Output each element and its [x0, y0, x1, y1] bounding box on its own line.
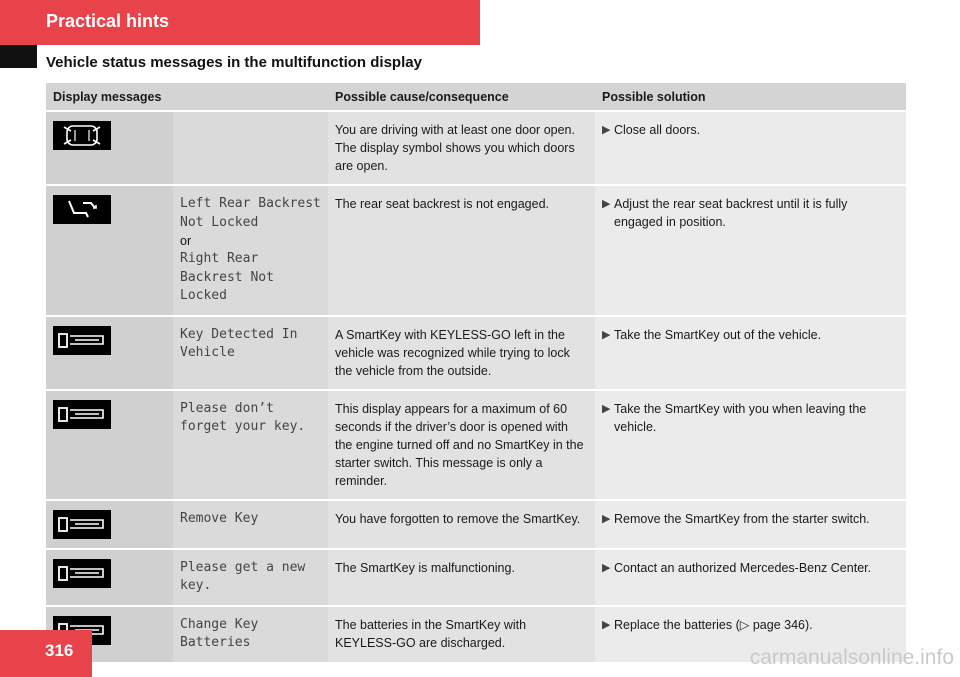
- solution-cell: [595, 549, 906, 606]
- cause-cell: The rear seat backrest is not engaged.: [328, 185, 595, 316]
- key-icon: [53, 326, 111, 355]
- message-cell: [173, 390, 328, 500]
- solution-item: ▶ Replace the batteries (▷ page 346).: [602, 617, 813, 632]
- solution-cell: [595, 500, 906, 549]
- page-subtitle: Vehicle status messages in the multifunction display: [46, 54, 422, 71]
- table-header-row: [46, 83, 906, 111]
- icon-cell: [46, 316, 173, 390]
- solution-item: ▶ Remove the SmartKey from the starter switch.: [602, 511, 870, 526]
- table-row: [46, 185, 906, 316]
- display-message: Please don’t forget your key.: [180, 400, 306, 434]
- display-message: Change Key Batteries: [180, 616, 259, 650]
- cause-cell: A SmartKey with KEYLESS-GO left in the vehicle was recognized while trying to lock the vehicle from the outside.: [328, 316, 595, 390]
- cause-cell: You are driving with at least one door open. The display symbol shows you which doors are open.: [328, 111, 595, 185]
- table-row: [46, 549, 906, 606]
- cause-cell: The batteries in the SmartKey with KEYLESS-GO are discharged.: [328, 606, 595, 662]
- solution-item: ▶ Take the SmartKey with you when leaving the vehicle.: [602, 401, 867, 434]
- page-number: 316: [45, 641, 74, 660]
- solution-cell: [595, 111, 906, 185]
- message-cell: [173, 185, 328, 316]
- solution-cell: [595, 316, 906, 390]
- cause-cell: This display appears for a maximum of 60 seconds if the driver’s door is opened with the engine turned off and no SmartKey in the starter switch. This message is only a reminder.: [328, 390, 595, 500]
- key-icon: [53, 400, 111, 429]
- icon-cell: [46, 111, 173, 185]
- header-possible-cause: Possible cause/consequence: [328, 83, 595, 111]
- solution-item: ▶ Take the SmartKey out of the vehicle.: [602, 327, 822, 342]
- section-title: Practical hints: [46, 11, 170, 31]
- door-open-icon: [53, 121, 111, 150]
- display-message: Key Detected In Vehicle: [180, 326, 298, 360]
- section-tab-marker: [0, 45, 37, 68]
- key-icon: [53, 559, 111, 588]
- message-cell: [173, 111, 328, 185]
- solution-cell: [595, 390, 906, 500]
- table-row: [46, 111, 906, 185]
- arrow-bullet-icon: ▶: [602, 124, 611, 136]
- cause-cell: The SmartKey is malfunctioning.: [328, 549, 595, 606]
- arrow-bullet-icon: ▶: [602, 512, 611, 525]
- or-label: or: [180, 234, 192, 248]
- display-message: Left Rear Backrest Not Locked: [180, 196, 321, 230]
- icon-cell: [46, 390, 173, 500]
- display-message: Right Rear Backrest Not Locked: [180, 251, 274, 303]
- arrow-bullet-icon: ▶: [602, 328, 611, 341]
- message-cell: [173, 500, 328, 549]
- header-display-messages: Display messages: [46, 83, 328, 111]
- solution-item: ▶ Adjust the rear seat backrest until it is fully engaged in position.: [602, 197, 848, 229]
- message-cell: [173, 606, 328, 662]
- icon-cell: [46, 500, 173, 549]
- seat-backrest-icon: [53, 195, 111, 224]
- header-possible-solution: Possible solution: [595, 83, 906, 111]
- table-row: [46, 500, 906, 549]
- arrow-bullet-icon: ▶: [602, 198, 611, 210]
- cause-cell: You have forgotten to remove the SmartKey.: [328, 500, 595, 549]
- arrow-bullet-icon: ▶: [602, 618, 611, 631]
- watermark: carmanualsonline.info: [749, 646, 954, 669]
- message-cell: [173, 549, 328, 606]
- key-icon: [53, 510, 111, 539]
- icon-cell: [46, 549, 173, 606]
- display-message: Remove Key: [180, 510, 259, 526]
- solution-item: ▶ Contact an authorized Mercedes-Benz Center.: [602, 560, 872, 575]
- solution-cell: [595, 185, 906, 316]
- status-messages-table: [46, 83, 906, 662]
- display-message: Please get a new key.: [180, 559, 306, 593]
- message-cell: [173, 316, 328, 390]
- solution-item: ▶ Close all doors.: [602, 123, 701, 137]
- icon-cell: [46, 185, 173, 316]
- table-row: [46, 390, 906, 500]
- arrow-bullet-icon: ▶: [602, 402, 611, 415]
- arrow-bullet-icon: ▶: [602, 561, 611, 574]
- table-row: [46, 316, 906, 390]
